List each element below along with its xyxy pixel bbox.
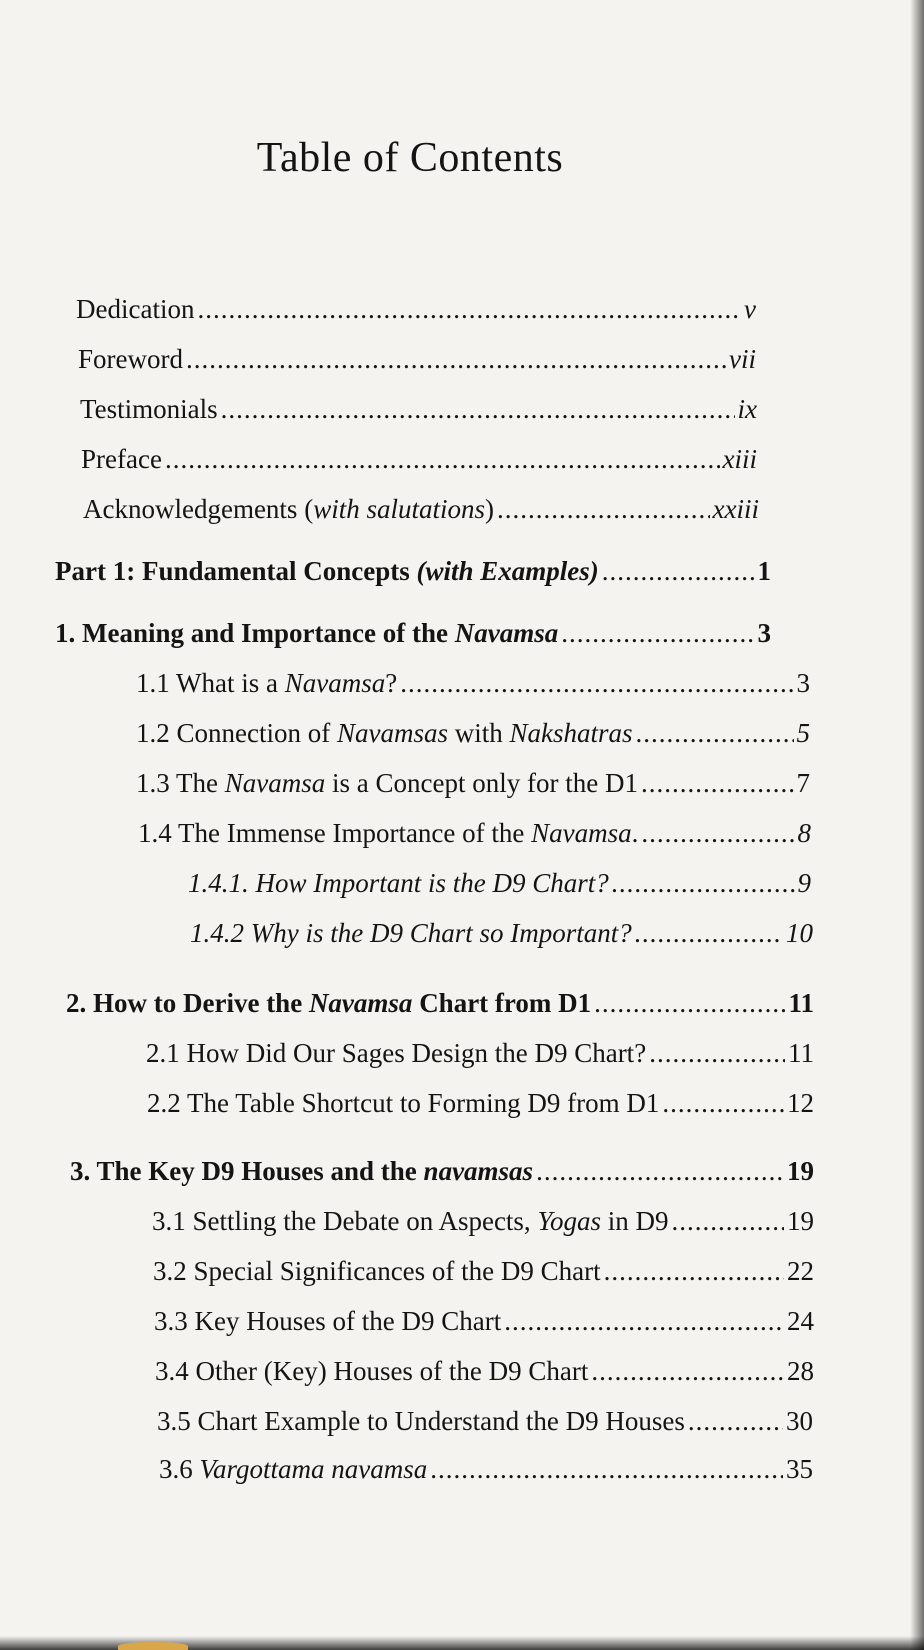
toc-label: 1.4 The Immense Importance of the Navamsa. xyxy=(138,818,639,848)
page-title: Table of Contents xyxy=(256,135,564,181)
leader-dots xyxy=(165,444,720,475)
leader-dots xyxy=(186,344,726,375)
toc-page-number: 12 xyxy=(787,1088,814,1118)
toc-entry-chapter-2 xyxy=(66,988,814,1019)
toc-page-number: 30 xyxy=(786,1406,813,1436)
toc-entry-testimonials xyxy=(80,394,757,425)
toc-page-number: vii xyxy=(729,344,756,374)
toc-page-number: v xyxy=(744,294,756,324)
leader-dots xyxy=(561,618,754,649)
toc-page-number: xxiii xyxy=(712,494,759,524)
toc-entry-preface xyxy=(81,444,757,475)
toc-entry-section-3-5 xyxy=(157,1406,813,1437)
toc-entry-dedication xyxy=(76,294,756,325)
toc-label: Acknowledgements (with salutations) xyxy=(83,494,494,524)
toc-label: 3.4 Other (Key) Houses of the D9 Chart xyxy=(155,1356,589,1386)
toc-page-number: 7 xyxy=(796,768,810,798)
toc-label: 2.2 The Table Shortcut to Forming D9 from D1 xyxy=(147,1088,660,1118)
toc-entry-chapter-1 xyxy=(55,618,771,649)
toc-entry-section-3-2 xyxy=(153,1256,814,1287)
toc-label: 3.3 Key Houses of the D9 Chart xyxy=(154,1306,502,1336)
toc-entry-section-3-6 xyxy=(159,1454,813,1485)
toc-page-number: 3 xyxy=(796,668,810,698)
toc-page-number: ix xyxy=(737,394,757,424)
toc-entry-part-1 xyxy=(55,556,771,587)
toc-page-number: 9 xyxy=(797,868,811,898)
page-bottom-highlight xyxy=(118,1642,188,1650)
toc-page-number: 8 xyxy=(797,818,811,848)
toc-page-number: 5 xyxy=(796,718,810,748)
toc-page-number: 22 xyxy=(787,1256,814,1286)
toc-entry-section-2-1 xyxy=(146,1038,814,1069)
toc-entry-section-3-1 xyxy=(152,1206,814,1237)
toc-page-number: 28 xyxy=(787,1356,814,1386)
toc-label: 1.3 The Navamsa is a Concept only for the D1 xyxy=(136,768,638,798)
toc-label: 3.1 Settling the Debate on Aspects, Yogas in D9 xyxy=(152,1206,669,1236)
toc-entry-section-3-3 xyxy=(154,1306,814,1337)
toc-page-number: 1 xyxy=(757,556,771,586)
toc-page-number: xiii xyxy=(722,444,757,474)
toc-label: 1. Meaning and Importance of the Navamsa xyxy=(55,618,559,648)
toc-label: 3. The Key D9 Houses and the navamsas xyxy=(70,1156,534,1186)
toc-page-number: 10 xyxy=(786,918,813,948)
page-edge-shadow xyxy=(910,0,924,1650)
toc-label: 2. How to Derive the Navamsa Chart from D1 xyxy=(66,988,592,1018)
toc-entry-foreword xyxy=(78,344,756,375)
toc-label: Foreword xyxy=(78,344,183,374)
toc-entry-section-2-2 xyxy=(147,1088,814,1119)
toc-label: 3.2 Special Significances of the D9 Chart xyxy=(153,1256,601,1286)
leader-dots xyxy=(636,718,794,749)
toc-page-number: 35 xyxy=(786,1454,813,1484)
toc-page-number: 11 xyxy=(788,988,814,1018)
leader-dots xyxy=(641,818,794,849)
leader-dots xyxy=(591,1356,784,1387)
leader-dots xyxy=(602,556,755,587)
toc-page-number: 24 xyxy=(787,1306,814,1336)
leader-dots xyxy=(641,768,794,799)
toc-label: 1.4.1. How Important is the D9 Chart? xyxy=(188,868,609,898)
toc-entry-acknowledgements xyxy=(83,494,759,525)
leader-dots xyxy=(635,918,783,949)
toc-label: 3.5 Chart Example to Understand the D9 Houses xyxy=(157,1406,685,1436)
leader-dots xyxy=(594,988,785,1019)
toc-entry-chapter-3 xyxy=(70,1156,814,1187)
toc-entry-section-1-3 xyxy=(136,768,810,799)
toc-entry-section-1-2 xyxy=(136,718,810,749)
leader-dots xyxy=(197,294,741,325)
toc-label: 1.4.2 Why is the D9 Chart so Important? xyxy=(190,918,632,948)
leader-dots xyxy=(662,1088,784,1119)
toc-label: 1.1 What is a Navamsa? xyxy=(136,668,398,698)
leader-dots xyxy=(400,668,793,699)
toc-page-number: 19 xyxy=(787,1206,814,1236)
leader-dots xyxy=(504,1306,784,1337)
toc-page-number: 11 xyxy=(788,1038,814,1068)
toc-entry-section-1-4 xyxy=(138,818,811,849)
leader-dots xyxy=(671,1206,784,1237)
leader-dots xyxy=(430,1454,783,1485)
toc-label: Dedication xyxy=(76,294,195,324)
leader-dots xyxy=(649,1038,785,1069)
toc-entry-section-1-1 xyxy=(136,668,810,699)
leader-dots xyxy=(536,1156,784,1187)
toc-entry-subsection-1-4-1 xyxy=(188,868,811,899)
toc-label: Testimonials xyxy=(80,394,218,424)
leader-dots xyxy=(688,1406,783,1437)
toc-entry-section-3-4 xyxy=(155,1356,814,1387)
leader-dots xyxy=(221,394,735,425)
toc-page-number: 3 xyxy=(757,618,771,648)
leader-dots xyxy=(497,494,710,525)
toc-label: 2.1 How Did Our Sages Design the D9 Chart? xyxy=(146,1038,647,1068)
toc-page-number: 19 xyxy=(787,1156,814,1186)
toc-label: 3.6 Vargottama navamsa xyxy=(159,1454,428,1484)
leader-dots xyxy=(612,868,795,899)
toc-label: 1.2 Connection of Navamsas with Nakshatras xyxy=(136,718,633,748)
leader-dots xyxy=(604,1256,784,1287)
toc-entry-subsection-1-4-2 xyxy=(190,918,813,949)
toc-label: Part 1: Fundamental Concepts (with Examples) xyxy=(55,556,599,586)
toc-label: Preface xyxy=(81,444,162,474)
